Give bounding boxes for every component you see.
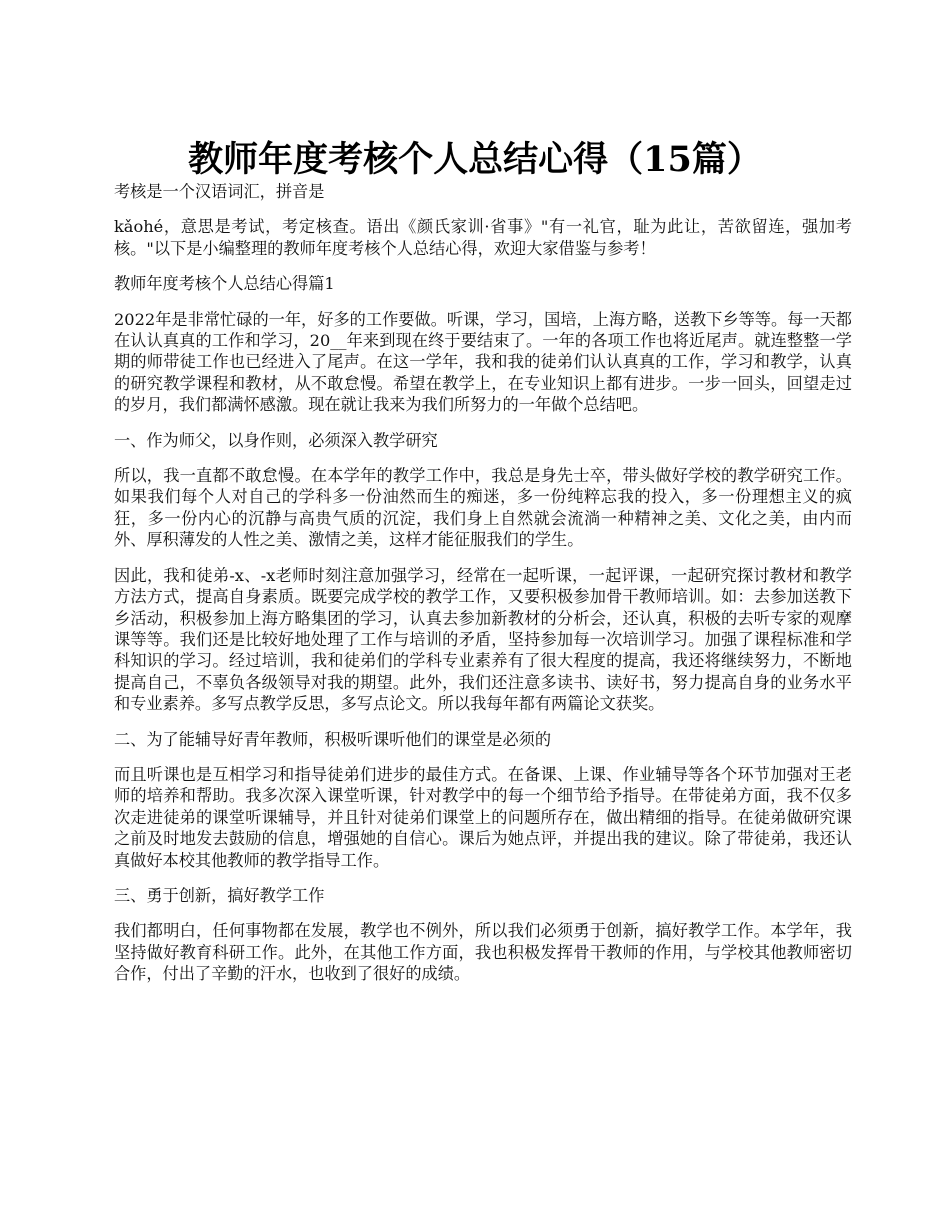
body-paragraph: 2022年是非常忙碌的一年，好多的工作要做。听课，学习，国培，上海方略，送教下乡等等。每一天都在认认真真的工作和学习，20__年来到现在终于要结束了。一年的各项工作也将近尾声。就连整整一学期的师带徒工作也已经进入了尾声。在这一学年，我和我的徒弟们认认真真的工作，学习和教学，认真的研究教学课程和教材，从不敢怠慢。希望在教学上，在专业知识上都有进步。一步一回头，回望走过的岁月，我们都满怀感激。现在就让我来为我们所努力的一年做个总结吧。 xyxy=(114,309,852,415)
section-heading-2: 二、为了能辅导好青年教师，积极听课听他们的课堂是必须的 xyxy=(114,729,552,749)
document-body xyxy=(114,181,852,999)
section-heading-3: 三、勇于创新，搞好教学工作 xyxy=(114,885,325,905)
body-paragraph: 所以，我一直都不敢怠慢。在本学年的教学工作中，我总是身先士卒，带头做好学校的教学研究工作。如果我们每个人对自己的学科多一份油然而生的痴迷，多一份纯粹忘我的投入，多一份理想主义的疯狂，多一份内心的沉静与高贵气质的沉淀，我们身上自然就会流淌一种精神之美、文化之美，由内而外、厚积薄发的人性之美、激情之美，这样才能征服我们的学生。 xyxy=(114,466,852,550)
body-paragraph: 因此，我和徒弟-x、-x老师时刻注意加强学习，经常在一起听课，一起评课，一起研究探讨教材和教学方法方式，提高自身素质。既要完成学校的教学工作，又要积极参加骨干教师培训。如：去参加送教下乡活动，积极参加上海方略集团的学习，认真去参加新教材的分析会，还认真，积极的去听专家的观摩课等等。我们还是比较好地处理了工作与培训的矛盾，坚持参加每一次培训学习。加强了课程标准和学科知识的学习。经过培训，我和徒弟们的学科专业素养有了很大程度的提高，我还将继续努力，不断地提高自己，不辜负各级领导对我的期望。此外，我们还注意多读书、读好书，努力提高自身的业务水平和专业素养。多写点教学反思，多写点论文。所以我每年都有两篇论文获奖。 xyxy=(114,565,852,714)
section-heading-1: 一、作为师父，以身作则，必须深入教学研究 xyxy=(114,430,438,450)
section-heading-article-1: 教师年度考核个人总结心得篇1 xyxy=(114,274,335,294)
body-paragraph: 而且听课也是互相学习和指导徒弟们进步的最佳方式。在备课、上课、作业辅导等各个环节加强对王老师的培养和帮助。我多次深入课堂听课，针对教学中的每一个细节给予指导。在带徒弟方面，我不仅多次走进徒弟的课堂听课辅导，并且针对徒弟们课堂上的问题所存在，做出精细的指导。在徒弟做研究课之前及时地发去鼓励的信息，增强她的自信心。课后为她点评，并提出我的建议。除了带徒弟，我还认真做好本校其他教师的教学指导工作。 xyxy=(114,764,852,870)
body-paragraph: 我们都明白，任何事物都在发展，教学也不例外，所以我们必须勇于创新，搞好教学工作。本学年，我坚持做好教育科研工作。此外，在其他工作方面，我也积极发挥骨干教师的作用，与学校其他教师密切合作，付出了辛勤的汗水，也收到了很好的成绩。 xyxy=(114,921,852,984)
document-title: 教师年度考核个人总结心得（15篇） xyxy=(188,139,762,181)
intro-paragraph-2: kǎohé，意思是考试，考定核查。语出《颜氏家训·省事》"有一礼官，耻为此让，苦欲留连，强加考核。"以下是小编整理的教师年度考核个人总结心得，欢迎大家借鉴与参考！ xyxy=(114,217,852,258)
intro-paragraph-1: 考核是一个汉语词汇，拼音是 xyxy=(114,182,325,201)
